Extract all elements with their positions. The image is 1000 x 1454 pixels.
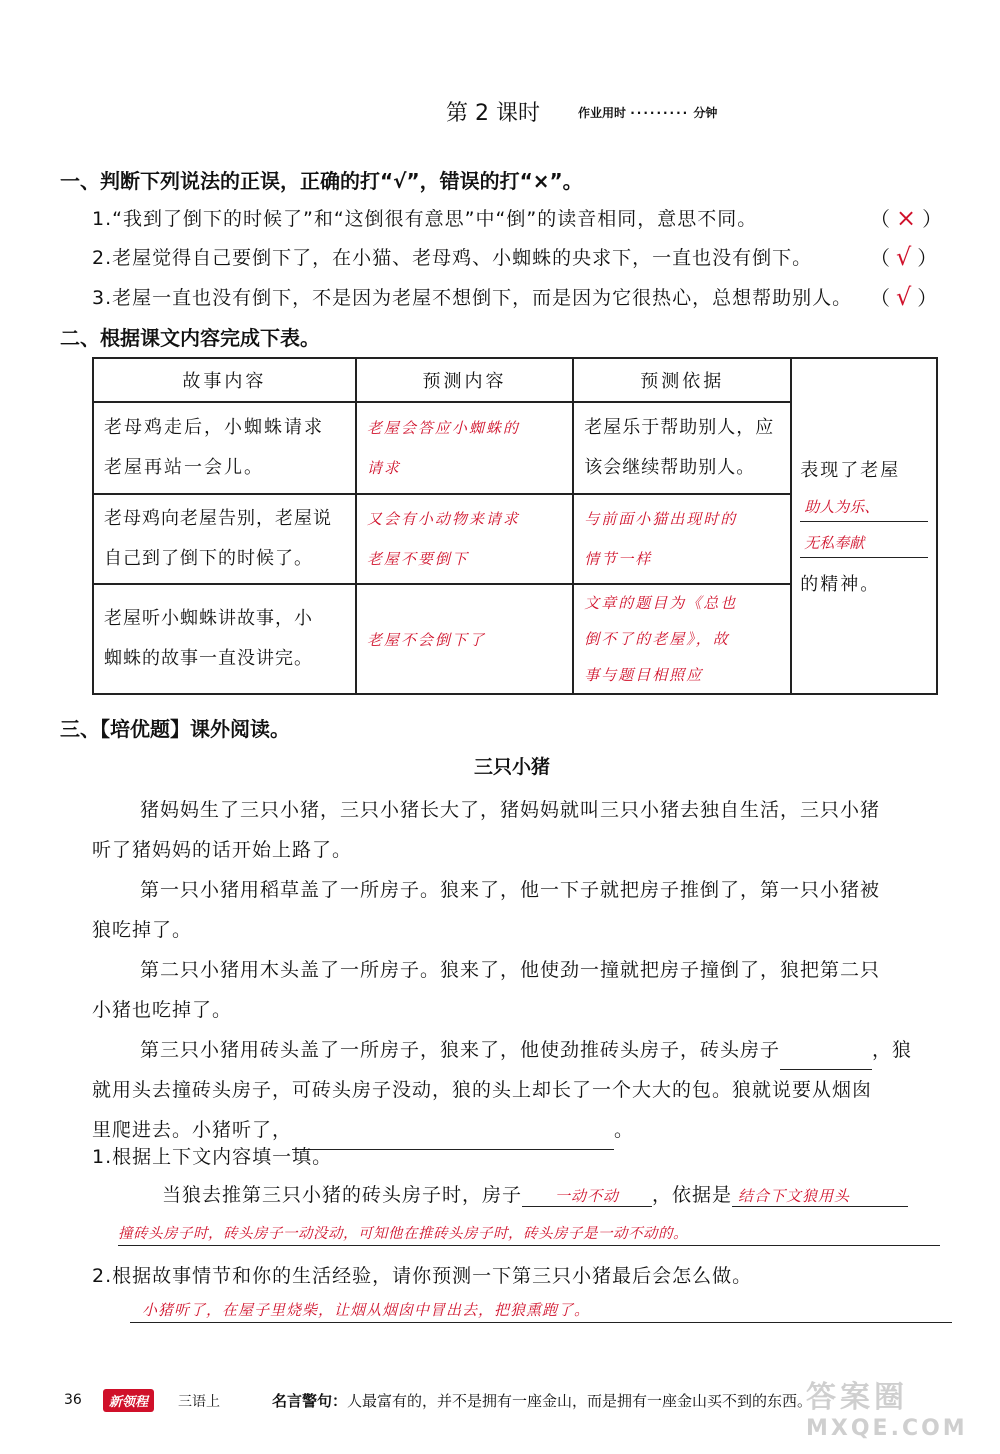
item-text: 3.老屋一直也没有倒下，不是因为老屋不想倒下，而是因为它很热心，总想帮助别人。 — [92, 287, 853, 309]
story-text: 猪妈妈生了三只小猪，三只小猪长大了，猪妈妈就叫三只小猪去独自生活，三只小猪 听了猪妈妈的话开始上路了。 第一只小猪用稻草盖了一所房子。狼来了，他一下子就把房子推倒了，第一只小猪被 狼吃掉了。 第二只小猪用木头盖了一所房子。狼来了，他使劲一撞就把房子撞倒了，狼把第二只 小猪也吃掉了。 第三只小猪用砖头盖了一所房子，狼来了，他使劲推砖头房子，砖头房子 ，狼 就用头去撞砖头房子，可砖头房子没动，狼的头上却长了一个大大的包。狼就说要从烟囱 里爬进去。小猪听了， 。 — [92, 790, 952, 1150]
time-dots: ········· — [630, 106, 690, 120]
question3-2: 2.根据故事情节和你的生活经验，请你预测一下第三只小猪最后会怎么做。 — [92, 1265, 753, 1287]
prediction-cell: 老屋会答应小蜘蛛的 请求 — [356, 402, 573, 494]
story-cell: 老母鸡走后，小蜘蛛请求 老屋再站一会儿。 — [93, 402, 356, 494]
answer-mark-1: （ × ） — [870, 204, 943, 232]
header-story: 故事内容 — [93, 358, 356, 402]
time-label: 作业用时 — [578, 106, 627, 120]
story-cell: 老母鸡向老屋告别，老屋说 自己到了倒下的时候了。 — [93, 494, 356, 584]
item-text: 2.老屋觉得自己要倒下了，在小猫、老母鸡、小蜘蛛的央求下，一直也没有倒下。 — [92, 247, 813, 269]
answer-mark-2: （ √ ） — [870, 243, 938, 271]
time-unit: 分钟 — [693, 106, 718, 120]
prediction-cell: 又会有小动物来请求 老屋不要倒下 — [356, 494, 573, 584]
answer-mark-3: （ √ ） — [870, 283, 938, 311]
answer-blank-2: 结合下文狼用头 — [732, 1185, 908, 1207]
question1-item3 — [92, 283, 932, 310]
answer-line-1: 当狼去推第三只小猪的砖头房子时，房子 一动不动 ，依据是 结合下文狼用头 — [162, 1180, 952, 1207]
quote-text: 人最富有的，并不是拥有一座金山，而是拥有一座金山买不到的东西。 — [347, 1392, 813, 1410]
lesson-header — [446, 96, 540, 127]
question1-item1 — [92, 204, 932, 231]
watermark-text-1: 答案圈 — [806, 1380, 908, 1415]
page-number: 36 — [64, 1392, 82, 1408]
quote — [272, 1390, 812, 1411]
section1-title: 一、判断下列说法的正误，正确的打“√”，错误的打“×”。 — [60, 169, 583, 193]
cross-mark: × — [896, 204, 917, 232]
brand-logo: 新领程 — [103, 1389, 154, 1412]
story-cell: 老屋听小蜘蛛讲故事，小 蜘蛛的故事一直没讲完。 — [93, 584, 356, 694]
side-text-1: 表现了老屋 — [800, 460, 901, 481]
answer-blank-1: 一动不动 — [522, 1185, 652, 1207]
prediction-table — [92, 357, 938, 695]
lesson-title: 第 2 课时 — [446, 101, 540, 126]
quote-label: 名言警句： — [272, 1392, 348, 1410]
fill-blank-2[interactable] — [292, 1127, 614, 1150]
check-mark: √ — [896, 243, 912, 271]
header-basis: 预测依据 — [573, 358, 791, 402]
watermark — [806, 1380, 992, 1448]
grade-label: 三语上 — [178, 1394, 220, 1410]
check-mark: √ — [896, 283, 912, 311]
basis-cell: 老屋乐于帮助别人，应 该会继续帮助别人。 — [573, 402, 791, 494]
section3-title: 三、【培优题】课外阅读。 — [60, 717, 290, 741]
prediction-cell: 老屋不会倒下了 — [356, 584, 573, 694]
side-answer-2: 无私奉献 — [800, 528, 928, 558]
question1-item2 — [92, 243, 932, 270]
item-text: 1.“我到了倒下的时候了”和“这倒很有意思”中“倒”的读音相同，意思不同。 — [92, 208, 758, 230]
side-answer-1: 助人为乐、 — [800, 492, 928, 522]
watermark-text-2: MXQE.COM — [806, 1416, 968, 1441]
time-used — [578, 104, 717, 121]
basis-cell: 与前面小猫出现时的 情节一样 — [573, 494, 791, 584]
question3-1: 1.根据上下文内容填一填。 — [92, 1146, 333, 1168]
answer-line-3: 小猪听了，在屋子里烧柴，让烟从烟囱中冒出去，把狼熏跑了。 — [130, 1299, 952, 1323]
story-title: 三只小猪 — [474, 756, 551, 778]
fill-blank-1[interactable] — [780, 1047, 872, 1070]
section2-title: 二、根据课文内容完成下表。 — [60, 326, 320, 350]
side-summary — [791, 358, 937, 694]
answer-line-2: 撞砖头房子时，砖头房子一动没动，可知他在推砖头房子时，砖头房子是一动不动的。 — [118, 1222, 940, 1246]
side-text-4: 的精神。 — [800, 574, 881, 595]
basis-cell: 文章的题目为《总也 倒不了的老屋》，故 事与题目相照应 — [573, 584, 791, 694]
header-prediction: 预测内容 — [356, 358, 573, 402]
